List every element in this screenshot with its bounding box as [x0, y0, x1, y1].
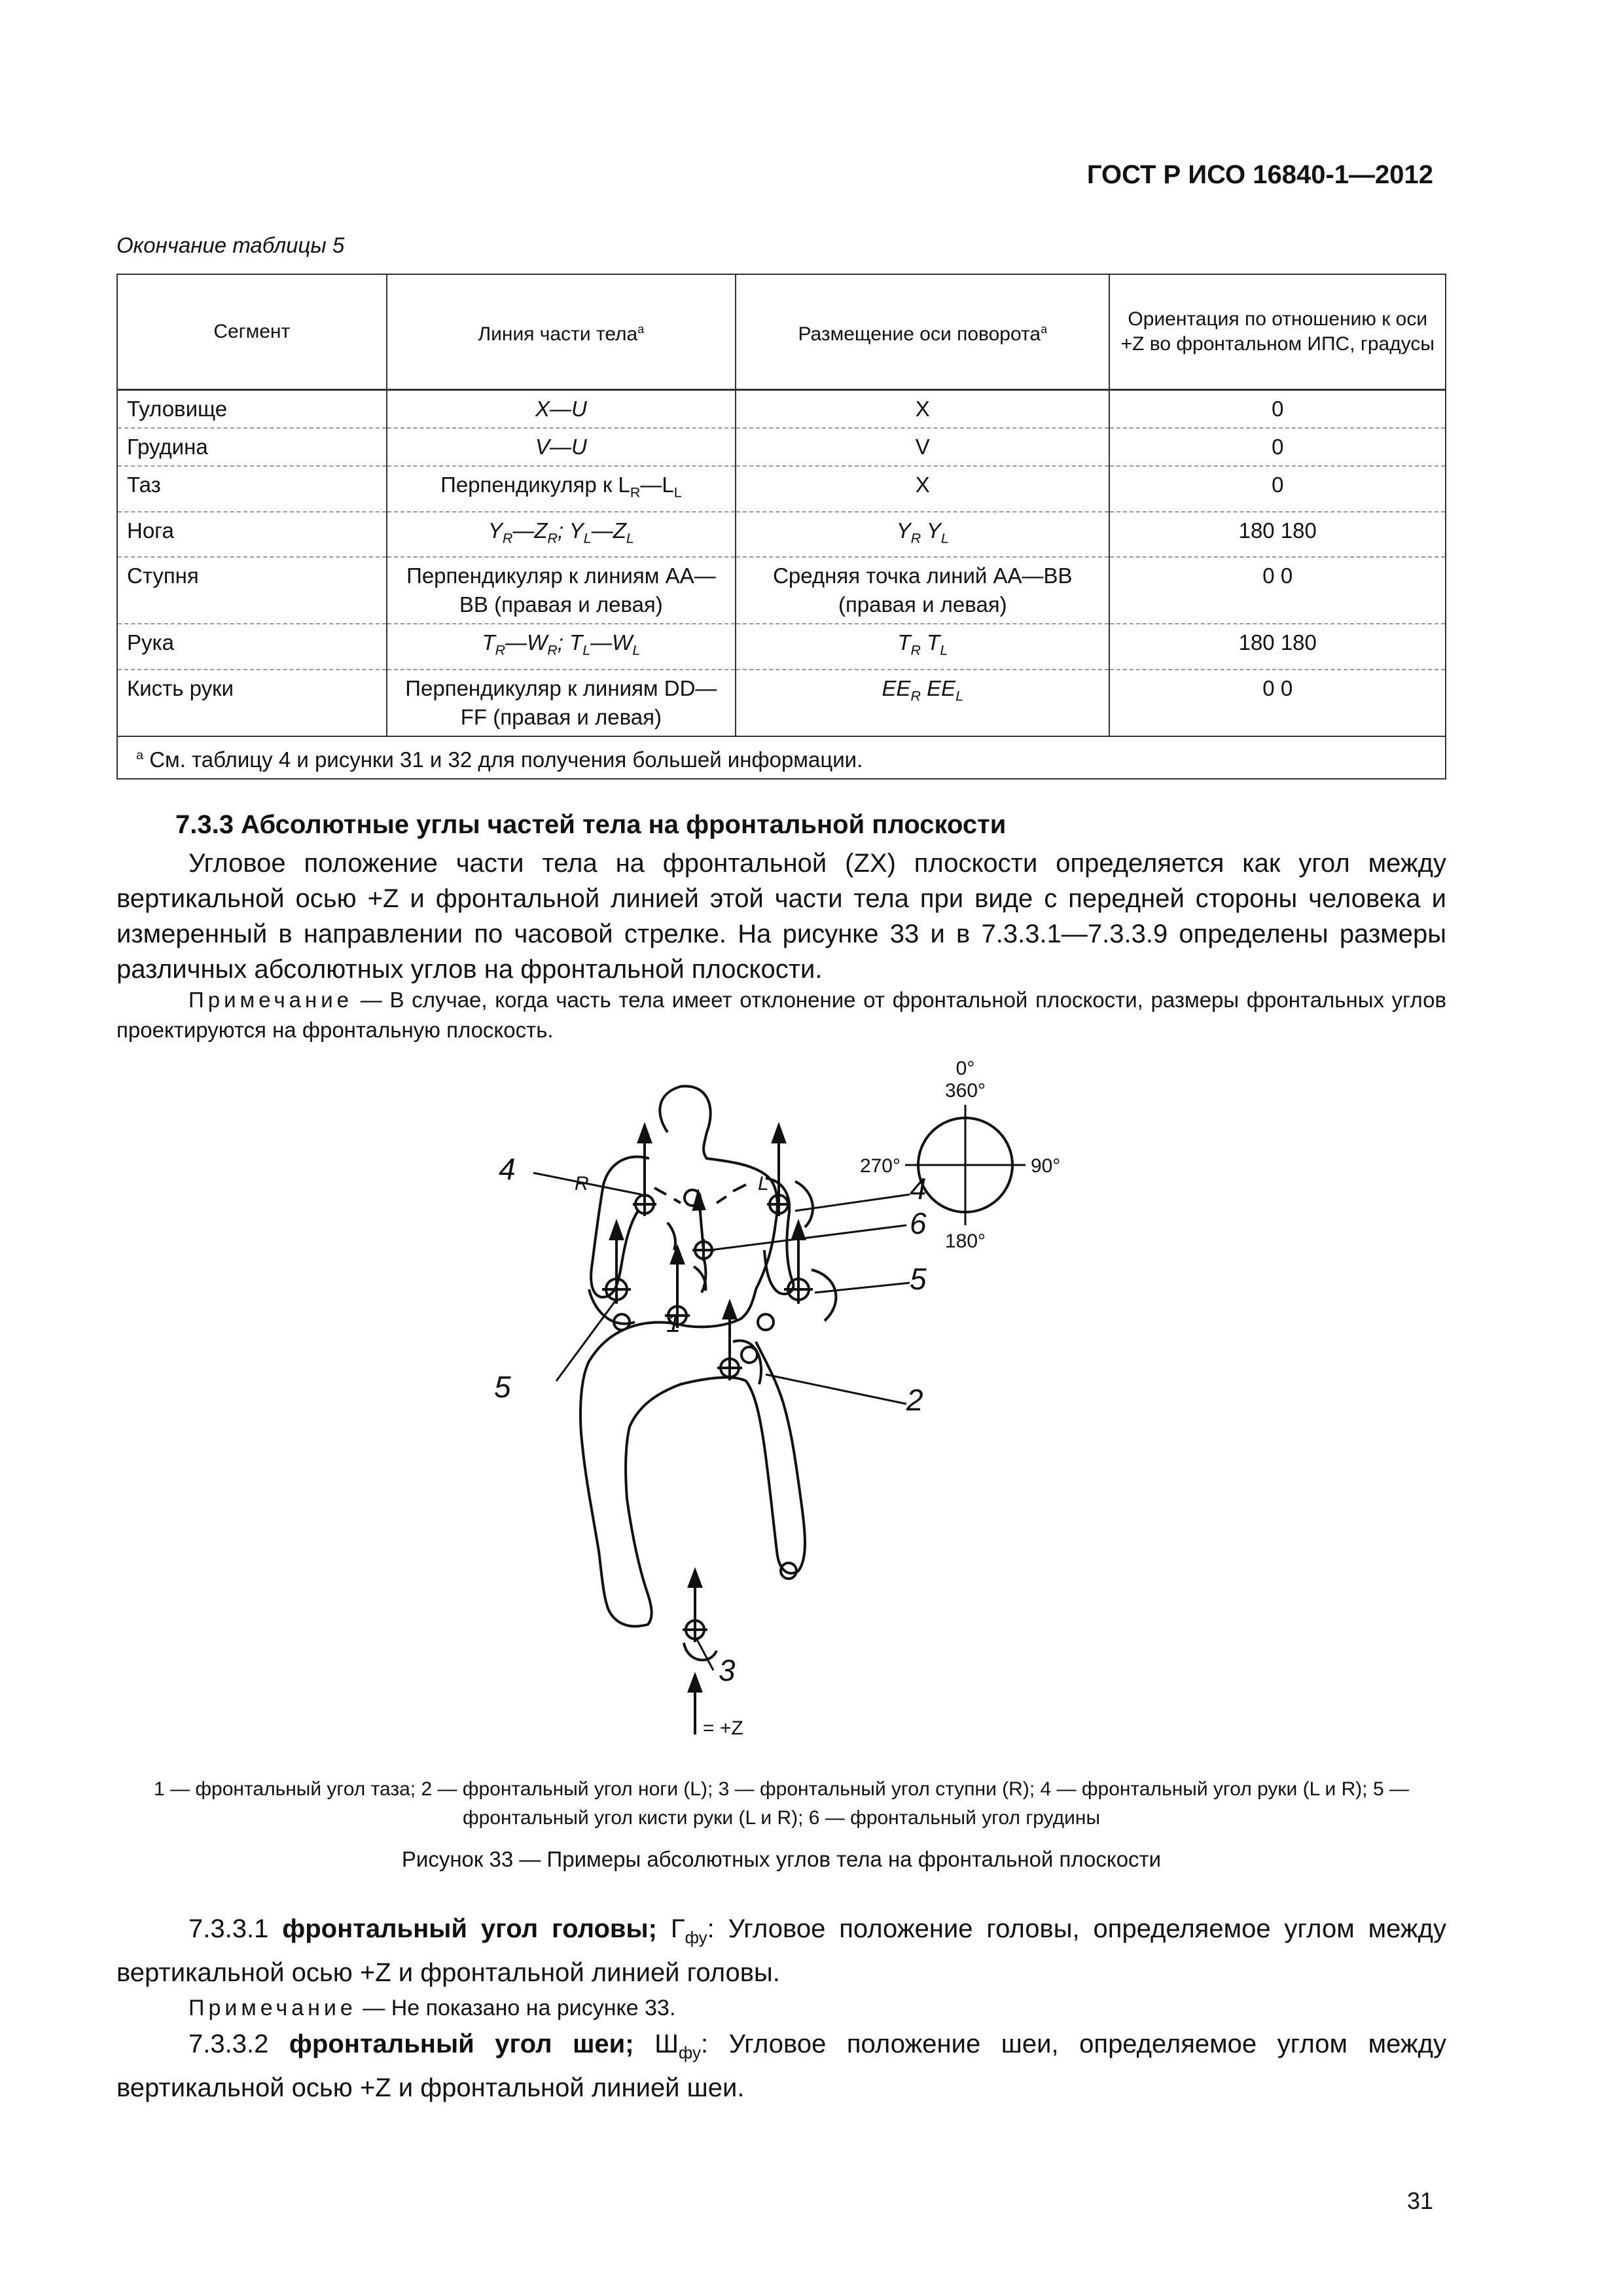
right-arm-outline: [591, 1157, 649, 1297]
table-cell-orientation: 0: [1109, 428, 1446, 466]
table-cell-orientation: 180 180: [1109, 624, 1446, 670]
table-cell-segment: Туловище: [117, 390, 387, 429]
section-heading: 7.3.3 Абсолютные углы частей тела на фронтальной плоскости: [175, 810, 1007, 839]
table-cell-line: Перпендикуляр к $L_R—L_L$: [387, 466, 736, 512]
table-row: [117, 624, 1446, 670]
table-cell-line: X—U: [387, 390, 736, 429]
col-header-body-line: Линия части тела$^a$: [387, 274, 736, 390]
callout-6: 6: [910, 1206, 927, 1240]
note-not-shown: Примечание — Не показано на рисунке 33.: [188, 1996, 676, 2020]
table-cell-axis: V: [736, 428, 1109, 466]
table-cell-segment: Грудина: [117, 428, 387, 466]
table-cell-line: V—U: [387, 428, 736, 466]
torso-mark: [668, 1223, 675, 1250]
label-l: L: [758, 1173, 769, 1194]
table-cell-segment: Рука: [117, 624, 387, 670]
col-header-axis: Размещение оси поворота$^a$: [736, 274, 1109, 390]
section-note: Примечание — В случае, когда часть тела имеет отклонение от фронтальной плоскости, размеры фронтальных углов проектируются на фронтальную плоскость.: [116, 988, 1446, 1042]
table-cell-axis: $Y_R$ $Y_L$: [736, 512, 1109, 558]
dial-label-90: 90°: [1031, 1155, 1061, 1177]
table-row: [117, 466, 1446, 512]
table-cell-segment: Кисть руки: [117, 670, 387, 736]
table-cell-orientation: 0 0: [1109, 557, 1446, 624]
table-cell-orientation: 0 0: [1109, 670, 1446, 736]
table-cell-orientation: 180 180: [1109, 512, 1446, 558]
table-cell-line: $Y_R—Z_R$; $Y_L—Z_L$: [387, 512, 736, 558]
figure-legend: 1 — фронтальный угол таза; 2 — фронтальный угол ноги (L); 3 — фронтальный угол ступни (R); 4 — фронтальный угол руки (L и R); 5 — фронтальный угол кисти руки (L и R); 6 — фронтальный угол грудины: [154, 1778, 1409, 1829]
dial-label-180: 180°: [944, 1230, 986, 1252]
table-footnote: $^a$ См. таблицу 4 и рисунки 31 и 32 для получения большей информации.: [117, 736, 1446, 779]
callout-5-right: 5: [494, 1370, 511, 1404]
table-cell-line: $T_R—W_R$; $T_L—W_L$: [387, 624, 736, 670]
callout-5-left: 5: [910, 1262, 927, 1296]
table-cell-axis: Средняя точка линий AA—BB (правая и левая): [736, 557, 1109, 624]
table-cell-axis: X: [736, 466, 1109, 512]
dial-label-0: 0°: [955, 1058, 975, 1079]
table-cell-axis: X: [736, 390, 1109, 429]
table-row: [117, 557, 1446, 624]
clause-7-3-3-1: 7.3.3.1 фронтальный угол головы; $Г_{фу}$: Угловое положение головы, определяемое углом между вертикальной осью +Z и фронтальной линией головы.: [116, 1914, 1446, 1987]
callout-1: 1: [666, 1309, 681, 1338]
figure-caption: Рисунок 33 — Примеры абсолютных углов тела на фронтальной плоскости: [401, 1847, 1162, 1871]
table-cell-segment: Ступня: [117, 557, 387, 624]
table-5: [116, 274, 1446, 780]
table-continuation-label: Окончание таблицы 5: [116, 233, 345, 257]
figure-33: [458, 1054, 1113, 1761]
standard-number: ГОСТ Р ИСО 16840-1—2012: [1086, 160, 1433, 189]
callout-4-left: 4: [910, 1172, 927, 1206]
callout-leaders: [533, 1173, 910, 1670]
callout-4-right: 4: [499, 1152, 516, 1186]
table-cell-axis: $T_R$ $T_L$: [736, 624, 1109, 670]
human-silhouette: [580, 1086, 805, 1626]
table-row: [117, 390, 1446, 429]
section-paragraph: Угловое положение части тела на фронтальной (ZX) плоскости определяется как угол между вертикальной осью +Z и фронтальной линией этой части тела при виде с передней стороны человека и измеренный в направлении по часовой стрелке. На рисунке 33 и в 7.3.3.1—7.3.3.9 определены размеры различных абсолютных углов на фронтальной плоскости.: [116, 849, 1446, 984]
table-footnote-row: [117, 736, 1446, 779]
table-cell-orientation: 0: [1109, 466, 1446, 512]
callout-2: 2: [906, 1383, 923, 1417]
table-row: [117, 428, 1446, 466]
table-cell-line: Перпендикуляр к линиям AA—BB (правая и левая): [387, 557, 736, 624]
table-cell-segment: Нога: [117, 512, 387, 558]
label-plus-z: = +Z: [703, 1717, 743, 1739]
clause-7-3-3-2: 7.3.3.2 фронтальный угол шеи; $Ш_{фу}$: Угловое положение шеи, определяемое углом между вертикальной осью +Z и фронтальной линией шеи.: [116, 2030, 1446, 2102]
table-cell-segment: Таз: [117, 466, 387, 512]
table-row: [117, 512, 1446, 558]
col-header-orientation: Ориентация по отношению к оси +Z во фронтальном ИПС, градусы: [1109, 274, 1446, 390]
table-cell-axis: $EE_R$ $EE_L$: [736, 670, 1109, 736]
table-cell-orientation: 0: [1109, 390, 1446, 429]
page-number: 31: [1406, 2187, 1433, 2214]
col-header-segment: Сегмент: [117, 274, 387, 390]
dial-label-360: 360°: [944, 1080, 986, 1102]
label-r: R: [575, 1173, 589, 1194]
knee-point: [758, 1314, 774, 1330]
table-cell-line: Перпендикуляр к линиям DD—FF (правая и левая): [387, 670, 736, 736]
angle-markers: [589, 1126, 836, 1734]
dial-label-270: 270°: [859, 1155, 901, 1177]
table-row: [117, 670, 1446, 736]
callout-3: 3: [719, 1653, 736, 1687]
table-header-row: [117, 274, 1446, 390]
